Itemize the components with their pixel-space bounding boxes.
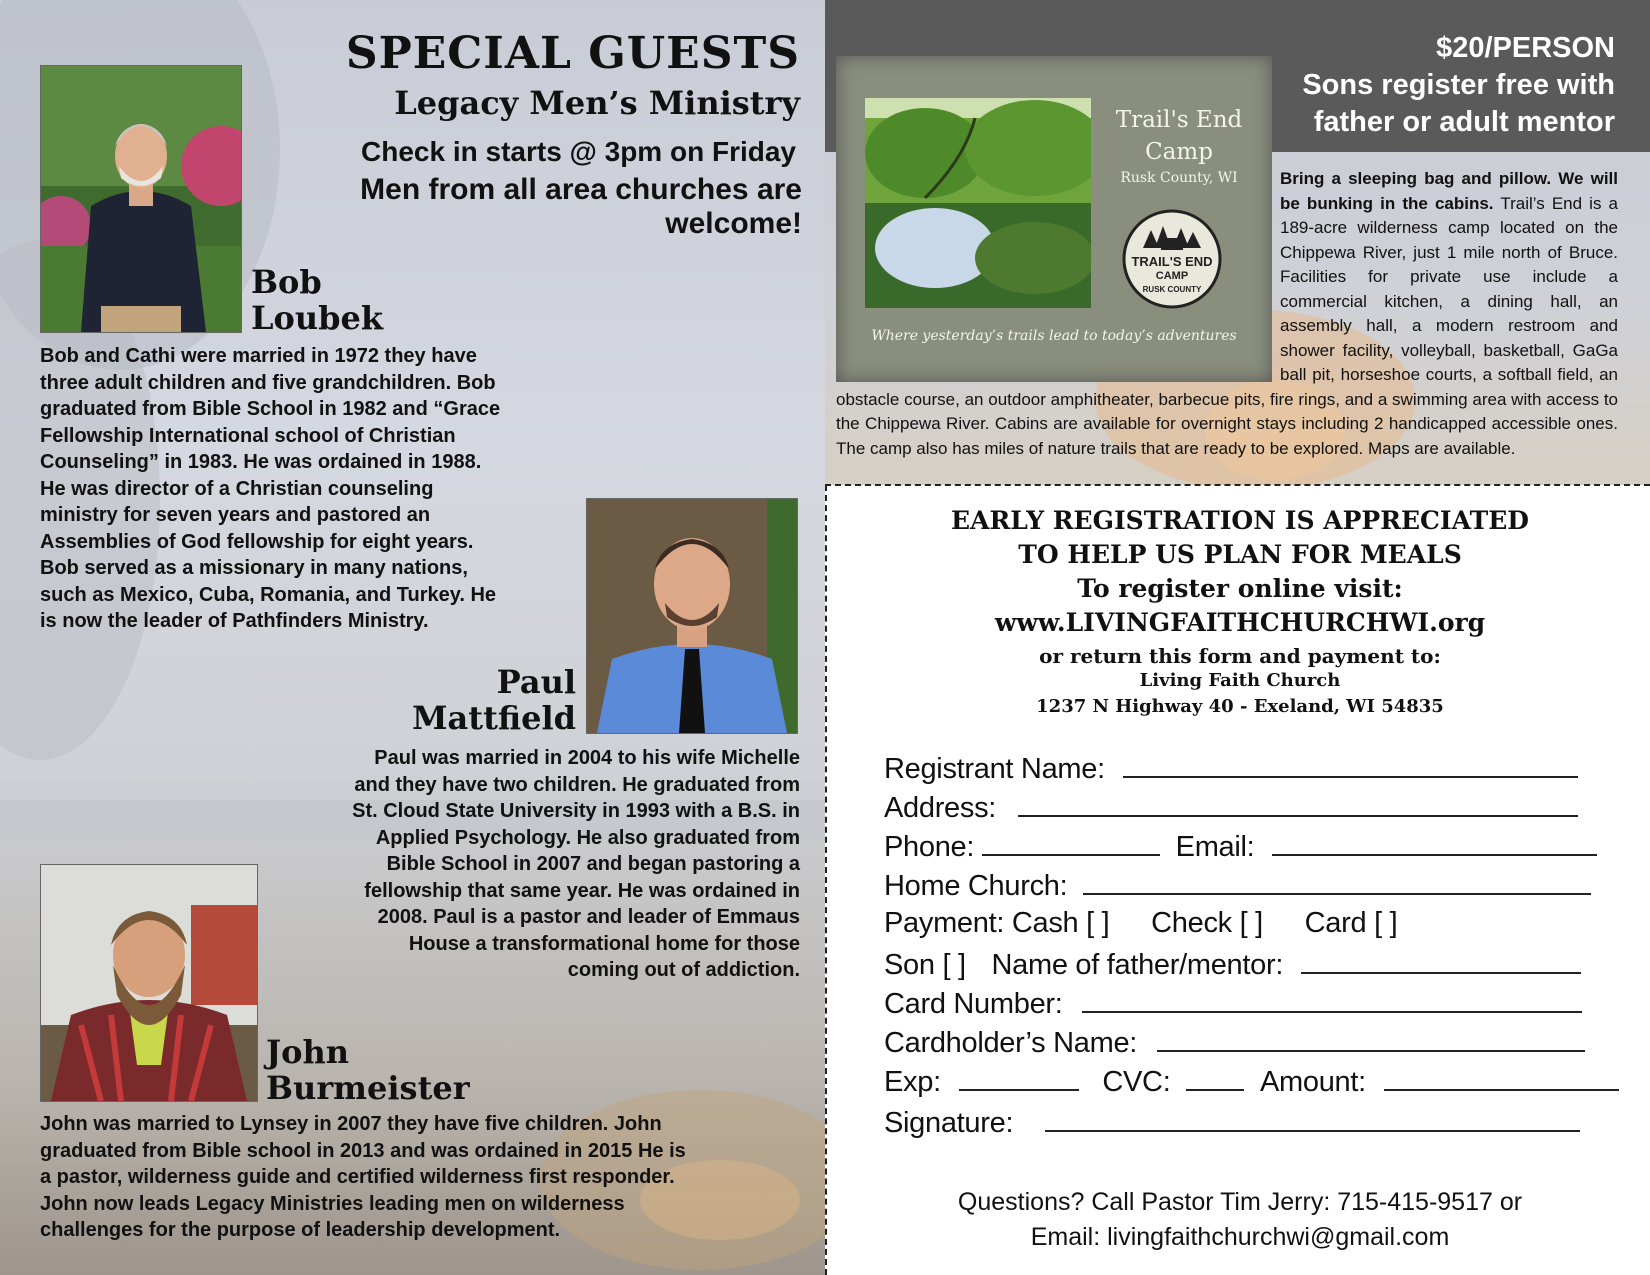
- church-name: Living Faith Church: [1139, 670, 1341, 691]
- john-burmeister-photo: [40, 864, 258, 1102]
- price-text: [1240, 30, 1615, 141]
- card-number-field[interactable]: [1082, 985, 1582, 1013]
- cut-line-vertical: [825, 485, 827, 1275]
- email-label: Email:: [1175, 831, 1255, 863]
- text-wrap-spacer: [836, 167, 1280, 373]
- camp-lead: Bring a sleeping bag and pillow. We will be bunking in the cabins.: [1280, 169, 1618, 213]
- exp-field[interactable]: [959, 1063, 1079, 1091]
- address-label: Address:: [884, 792, 997, 824]
- address-row: [884, 789, 1578, 825]
- page-title: SPECIAL GUESTS: [345, 28, 800, 79]
- cut-line-horizontal: [825, 484, 1650, 486]
- paul-first-name: Paul: [496, 663, 576, 701]
- cardholder-field[interactable]: [1157, 1024, 1585, 1052]
- paul-mattfield-photo: [586, 498, 798, 734]
- address-field[interactable]: [1018, 789, 1578, 817]
- reg-url-link[interactable]: www.LIVINGFAITHCHURCHWI.org: [994, 608, 1486, 637]
- cardholder-row: [884, 1024, 1585, 1060]
- bob-bio: Bob and Cathi were married in 1972 they have three adult children and five grandchildren. Bob graduated from Bible School in 1982 and “Grace Fellowship International school of Christian Counseling” in 1983. He was ordained in 1988. He was director of a Christian counseling ministry for seven years and pastored an Assemblies of God fellowship for eight years. Bob served as a missionary in many nations, such as Mexico, Cuba, Romania, and Turkey. He is now the leader of Pathfinders Ministry.: [40, 345, 501, 632]
- page-subtitle: Legacy Men’s Ministry: [394, 84, 800, 122]
- bob-first-name: Bob: [251, 263, 322, 301]
- price-amount: $20/PERSON: [1436, 32, 1615, 64]
- welcome-text: Men from all area churches are welcome!: [360, 173, 802, 240]
- john-bio: John was married to Lynsey in 2007 they have five children. John graduated from Bible school in 2013 and was ordained in 2015 He is a pastor, wilderness guide and certified wilderness first responder. John now leads Legacy Ministries leading men on wilderness challenges for the purpose of leadership development.: [40, 1113, 686, 1241]
- reg-header-2: TO HELP US PLAN FOR MEALS: [1018, 540, 1462, 569]
- camp-tagline: Where yesterday’s trails lead to today’s adventures: [871, 328, 1237, 344]
- john-first-name: John: [266, 1033, 350, 1071]
- home-church-field[interactable]: [1083, 867, 1591, 895]
- cvc-field[interactable]: [1186, 1063, 1244, 1091]
- father-name-field[interactable]: [1301, 946, 1581, 974]
- camp-description: [836, 167, 1618, 461]
- signature-label: Signature:: [884, 1107, 1014, 1139]
- signature-field[interactable]: [1045, 1104, 1580, 1132]
- payment-check-checkbox[interactable]: Check [ ]: [1151, 907, 1263, 939]
- bob-loubek-photo: [40, 65, 242, 333]
- son-checkbox[interactable]: Son [ ]: [884, 949, 966, 981]
- reg-header-5: or return this form and payment to:: [1039, 644, 1441, 668]
- contact-email: Email: livingfaithchurchwi@gmail.com: [1030, 1223, 1450, 1251]
- reg-header-1: EARLY REGISTRATION IS APPRECIATED: [951, 506, 1529, 535]
- camp-title: [1104, 104, 1254, 168]
- exp-label: Exp:: [884, 1066, 941, 1098]
- logo-text-2: CAMP: [1155, 270, 1189, 282]
- registrant-name-row: [884, 750, 1578, 786]
- cardholder-label: Cardholder’s Name:: [884, 1027, 1138, 1059]
- camp-location: Rusk County, WI: [1120, 170, 1238, 186]
- cvc-label: CVC:: [1102, 1066, 1171, 1098]
- logo-text-3: RUSK COUNTY: [1142, 285, 1202, 294]
- camp-body: Trail’s End is a 189-acre wilderness camp located on the Chippewa River, just 1 mile north of Bruce. Facilities for private use include a commercial kitchen, a dining hall, an assembly hall, a modern restroom and shower facility, volleyball, basketball, GaGa ball pit, horseshoe courts, a softball field, an obstacle course, an outdoor amphitheater, barbecue pits, fire rings, and a swimming area with access to the Chippewa River. Cabins are available for overnight stays including 2 handicapped accessible ones. The camp also has miles of nature trails that are ready to be explored. Maps are available.: [836, 193, 1618, 458]
- paul-last-name: Mattfield: [412, 699, 576, 737]
- logo-text-1: TRAIL'S END: [1131, 254, 1213, 269]
- amount-label: Amount:: [1260, 1066, 1366, 1098]
- checkin-text: Check in starts @ 3pm on Friday: [361, 136, 796, 167]
- paul-bio: Paul was married in 2004 to his wife Michelle and they have two children. He graduated from St. Cloud State University in 1993 with a B.S. in Applied Psychology. He also graduated from Bible School in 2007 and began pastoring a fellowship that same year. He was ordained in 2008. Paul is a pastor and leader of Emmaus House a transformational home for those coming out of addiction.: [352, 747, 800, 981]
- phone-field[interactable]: [982, 828, 1160, 856]
- price-note-1: Sons register free with: [1302, 69, 1615, 101]
- church-address: 1237 N Highway 40 - Exeland, WI 54835: [1036, 696, 1444, 717]
- home-church-row: [884, 867, 1591, 903]
- phone-email-row: [884, 828, 1597, 864]
- payment-cash-checkbox[interactable]: Payment: Cash [ ]: [884, 907, 1110, 939]
- amount-field[interactable]: [1384, 1063, 1619, 1091]
- son-row: [884, 946, 1581, 982]
- phone-label: Phone:: [884, 831, 975, 863]
- payment-row: [884, 907, 1397, 940]
- card-number-label: Card Number:: [884, 988, 1063, 1020]
- john-last-name: Burmeister: [266, 1069, 470, 1107]
- bob-last-name: Loubek: [251, 299, 384, 337]
- payment-card-checkbox[interactable]: Card [ ]: [1304, 907, 1398, 939]
- contact-phone: Questions? Call Pastor Tim Jerry: 715-415-9517 or: [957, 1188, 1523, 1216]
- camp-title-line-1: Trail's End: [1115, 107, 1243, 133]
- email-field[interactable]: [1272, 828, 1597, 856]
- registrant-name-label: Registrant Name:: [884, 753, 1105, 785]
- reg-header-3: To register online visit:: [1077, 574, 1403, 603]
- signature-row: [884, 1104, 1580, 1140]
- exp-cvc-row: [884, 1063, 1619, 1099]
- price-note-2: father or adult mentor: [1313, 106, 1615, 138]
- camp-title-line-2: Camp: [1145, 139, 1213, 165]
- card-number-row: [884, 985, 1582, 1021]
- father-label: Name of father/mentor:: [991, 949, 1284, 981]
- registrant-name-field[interactable]: [1123, 750, 1578, 778]
- home-church-label: Home Church:: [884, 870, 1068, 902]
